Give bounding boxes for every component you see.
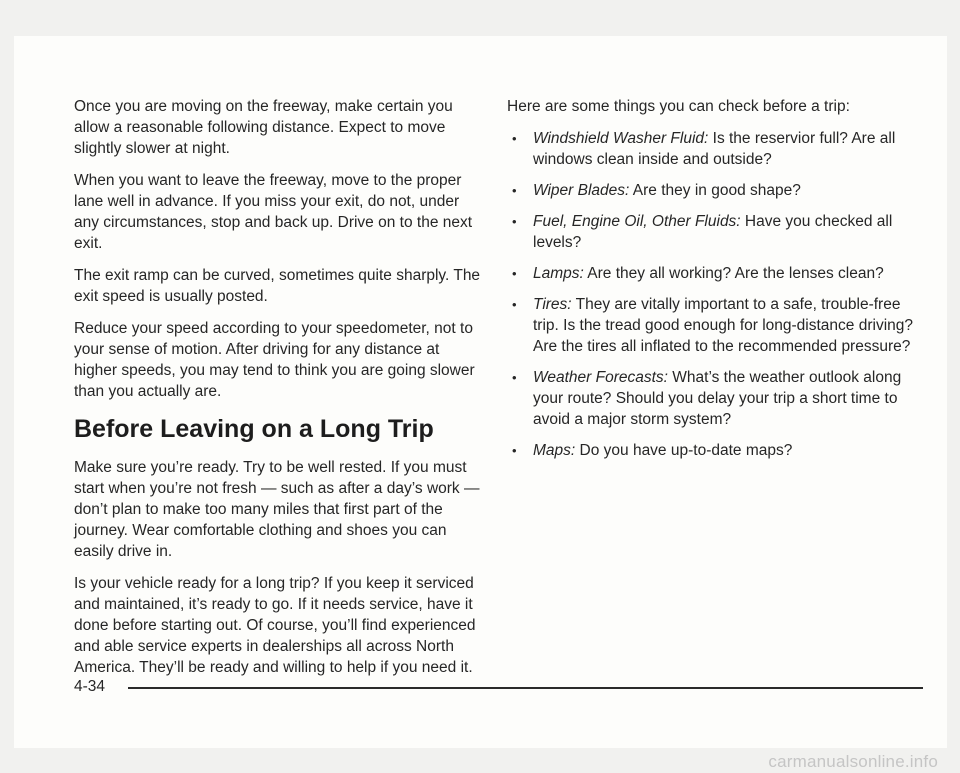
item-lead: Fuel, Engine Oil, Other Fluids: — [533, 213, 741, 230]
list-item — [507, 180, 927, 201]
bullet-icon: • — [512, 183, 517, 198]
right-column — [507, 96, 927, 471]
page-number: 4-34 — [74, 678, 106, 695]
paragraph: When you want to leave the freeway, move to the proper lane well in advance. If you miss your exit, do not, under any circumstances, stop and back up. Drive on to the next exit. — [74, 172, 473, 252]
bullet-icon: • — [512, 214, 517, 229]
paragraph: Is your vehicle ready for a long trip? If you keep it serviced and maintained, it’s ready to go. If it needs service, have it done before starting out. Of course, you’ll find experienced and able service experts in dealerships all across North America. They’ll be ready and willing to help if you need it. — [74, 575, 476, 676]
item-lead: Wiper Blades: — [533, 182, 630, 199]
list-item — [507, 128, 927, 170]
item-text: Is the reservior full? Are all windows clean inside and outside? — [533, 130, 896, 168]
checklist-intro: Here are some things you can check before a trip: — [507, 98, 850, 115]
item-text: Are they all working? Are the lenses clean? — [583, 265, 884, 282]
paragraph: Reduce your speed according to your speedometer, not to your sense of motion. After driving for any distance at higher speeds, you may tend to think you are going slower than you actually are. — [74, 320, 475, 400]
item-lead: Windshield Washer Fluid: — [533, 130, 709, 147]
list-item — [507, 294, 927, 357]
list-item — [507, 440, 927, 461]
footer-rule — [128, 687, 923, 689]
bullet-icon: • — [512, 131, 517, 146]
bullet-icon: • — [512, 297, 517, 312]
item-lead: Weather Forecasts: — [533, 369, 668, 386]
section-heading: Before Leaving on a Long Trip — [74, 415, 434, 443]
watermark: carmanualsonline.info — [768, 752, 938, 771]
list-item — [507, 367, 927, 430]
item-text: They are vitally important to a safe, trouble-free trip. Is the tread good enough for long-distance driving? Are the tires all inflated to the recommended pressure? — [533, 296, 913, 355]
left-column — [74, 96, 482, 689]
item-lead: Maps: — [533, 442, 576, 459]
item-text: Have you checked all levels? — [533, 213, 893, 251]
paragraph: Make sure you’re ready. Try to be well rested. If you must start when you’re not fresh — such as after a day’s work — don’t plan to make too many miles that first part of the journey. Wear comfortable clothing and shoes you can easily drive in. — [74, 459, 480, 560]
item-text: Do you have up-to-date maps? — [575, 442, 793, 459]
list-item — [507, 211, 927, 253]
list-item — [507, 263, 927, 284]
item-text: What’s the weather outlook along your route? Should you delay your trip a short time to avoid a major storm system? — [533, 369, 902, 428]
item-lead: Tires: — [533, 296, 572, 313]
paragraph: The exit ramp can be curved, sometimes quite sharply. The exit speed is usually posted. — [74, 267, 481, 305]
item-lead: Lamps: — [533, 265, 584, 282]
bullet-icon: • — [512, 266, 517, 281]
checklist — [507, 128, 927, 461]
bullet-icon: • — [512, 370, 517, 385]
bullet-icon: • — [512, 443, 517, 458]
paragraph: Once you are moving on the freeway, make certain you allow a reasonable following distance. Expect to move slightly slower at night. — [74, 98, 453, 157]
item-text: Are they in good shape? — [629, 182, 801, 199]
